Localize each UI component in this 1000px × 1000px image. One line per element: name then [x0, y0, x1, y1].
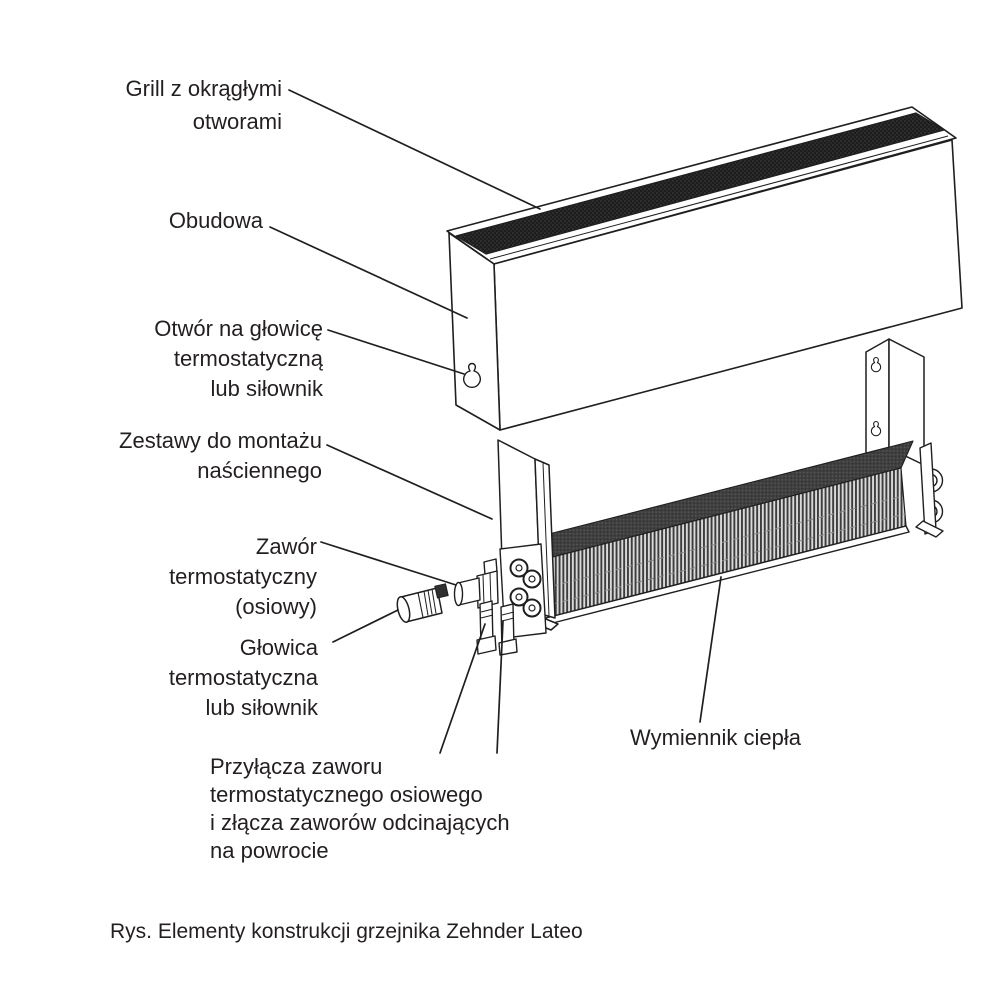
leader-line-grill	[289, 90, 540, 209]
label-line: termostatyczny	[169, 564, 317, 589]
label-line: termostatyczną	[173, 346, 323, 371]
label-line: termostatyczna	[168, 665, 318, 690]
label-wymiennik	[630, 723, 801, 753]
leader-line-zawor	[321, 542, 456, 585]
label-zestawy	[119, 426, 322, 486]
label-obudowa	[169, 206, 263, 236]
pipe-bend-core	[516, 594, 522, 600]
exchanger-end-rail	[920, 443, 936, 534]
label-line: i złącza zaworów odcinających	[210, 810, 510, 835]
label-line: Głowica	[239, 635, 318, 660]
leader-line-zestawy	[327, 445, 492, 519]
leader-line-glowica	[333, 610, 398, 642]
pipe-bend-core	[529, 576, 535, 582]
leader-line-wymiennik	[700, 577, 721, 722]
label-line: lub siłownik	[210, 376, 323, 401]
pipe-bend-core	[516, 565, 522, 571]
label-przylacza	[210, 753, 510, 865]
label-grill	[126, 72, 282, 138]
label-line: Otwór na głowicę	[154, 316, 323, 341]
leader-line-obudowa	[270, 227, 467, 318]
valve-axial-port-cap	[455, 583, 463, 606]
leader-line-otwor	[328, 330, 464, 374]
thermostatic-valve	[455, 544, 547, 655]
bracket-left-face	[498, 440, 539, 561]
label-line: Obudowa	[168, 208, 263, 233]
label-line: Przyłącza zaworu	[210, 754, 383, 779]
wall-bracket-left	[498, 440, 539, 561]
heat-exchanger	[533, 441, 943, 626]
label-line: naściennego	[197, 458, 322, 483]
label-line: na powrocie	[210, 838, 329, 863]
label-glowica	[169, 633, 318, 723]
label-line: lub siłownik	[205, 695, 318, 720]
head-adapter	[435, 584, 448, 598]
label-zawor	[169, 532, 317, 622]
leader-line-przylacza-2	[497, 621, 503, 753]
thermostatic-head	[395, 584, 448, 624]
pipe-bend-core	[529, 605, 535, 611]
label-line: (osiowy)	[235, 594, 317, 619]
label-line: Wymiennik ciepła	[630, 725, 801, 750]
label-line: Zestawy do montażu	[119, 428, 322, 453]
label-line: otworami	[192, 109, 282, 134]
label-line: Zawór	[255, 534, 317, 559]
label-otwor	[154, 314, 323, 404]
leader-line-przylacza-1	[440, 624, 485, 753]
figure-caption: Rys. Elementy konstrukcji grzejnika Zehnder Lateo	[110, 920, 583, 943]
casing-left-end	[449, 233, 500, 430]
label-line: Grill z okrągłymi	[125, 76, 282, 101]
label-line: termostatycznego osiowego	[210, 782, 483, 807]
